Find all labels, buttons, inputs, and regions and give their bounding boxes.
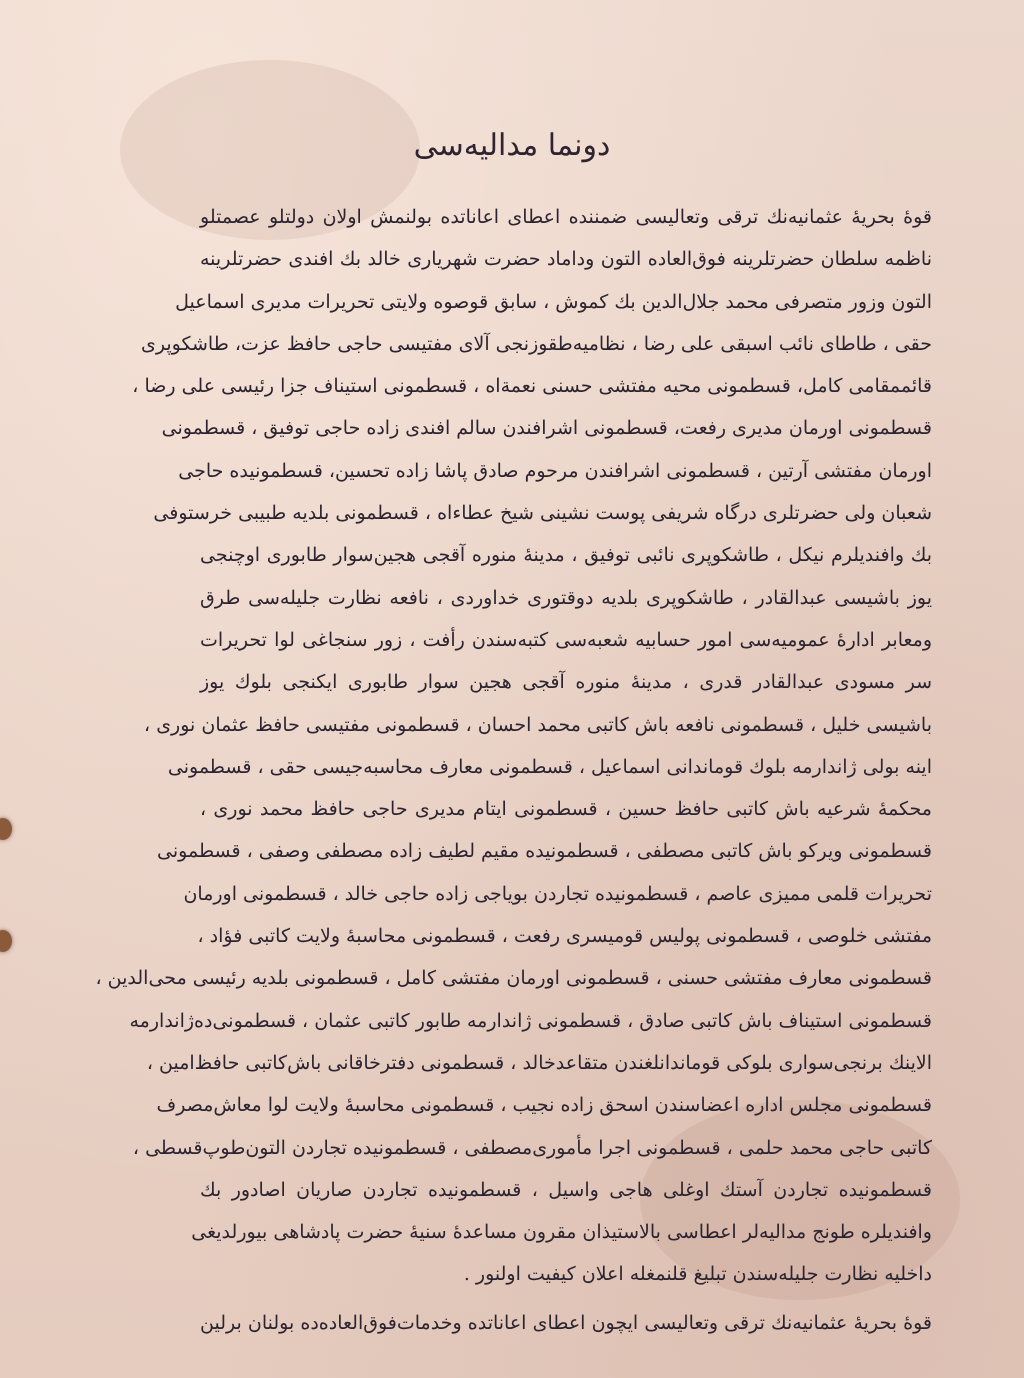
body-line: ناظمه سلطان حضرتلرینه فوق‌العاده التون وداماد حضرت شهریاری خالد بك افندی حضرتلرینه [200, 248, 932, 271]
body-line: كاتبی حاجی محمد حلمی ، قسطمونی اجرا مأموری‌مصطفی ، قسطمونیده تجاردن التون‌طوپ‌قسطی ، [132, 1136, 932, 1159]
body-line: اینه بولی ژاندارمه بلوك قوماندانی اسماعیل ، قسطمونی معارف محاسبه‌جیسی حقی ، قسطمونی [167, 755, 932, 778]
body-line: الاینك برنجی‌سواری بلوكی قوماندانلغندن متقاعد‌خالد ، قسطمونی دفترخاقانی باش‌كاتبی حافظ‌امین ، [146, 1051, 932, 1074]
document-body [95, 196, 932, 1344]
body-line: قسطمونیده تجاردن آستك اوغلی هاجی واسیل ، قسطمونیده تجاردن صاریان اصادور بك [200, 1178, 932, 1201]
body-line: ومعابر ادارهٔ عمومیه‌سی امور حسابیه شعبه‌سی كتبه‌سندن رأفت ، زور سنجاغی لوا تحریرات [200, 628, 932, 651]
body-line: بك وافندیلرم نیكل ، طاشكوپری نائبی توفیق ، مدینهٔ منوره آقجی هجین‌سوار طابوری اوچنجی [200, 544, 932, 567]
body-line: اورمان مفتشی آرتین ، قسطمونی اشرافندن مرحوم صادق پاشا زاده تحسین، قسطمونیده حاجی [178, 459, 932, 482]
body-line: قوهٔ بحریهٔ عثمانیه‌نك ترقی وتعالیسی ضمننده اعطای اعاناتده بولنمش اولان دولتلو عصمتلو [200, 206, 932, 228]
body-line: التون وزور متصرفی محمد جلال‌الدین بك كموش ، سابق قوصوه ولایتی تحریرات مدیری اسماعیل [175, 290, 932, 313]
body-line: وافندیلره طونج مدالیه‌لر اعطاسی بالاستیذان مقرون مساعدهٔ سنیهٔ حضرت پادشاهی بیورلدیغی [191, 1221, 932, 1244]
body-line: قسطمونی اورمان مدیری رفعت، قسطمونی اشرافندن سالم افندی زاده حاجی توفیق ، قسطمونی [161, 417, 932, 440]
body-line: قسطمونی معارف مفتشی حسنی ، قسطمونی اورمان مفتشی كامل ، قسطمونی بلدیه رئیسی محی‌الدین ، [95, 967, 932, 990]
punch-hole [0, 930, 12, 952]
body-line: تحریرات قلمی ممیزی عاصم ، قسطمونیده تجاردن بویاجی زاده حاجی خالد ، قسطمونی اورمان [183, 882, 932, 905]
punch-hole [0, 818, 12, 840]
body-line: قسطمونی استیناف باش كاتبی صادق ، قسطمونی ژاندارمه طابور كاتبی عثمان ، قسطمونی‌ده‌ژاندارمه [129, 1009, 932, 1032]
body-line-final: داخلیه نظارت جلیله‌سندن تبلیغ قلنمغله اعلان كیفیت اولنور . [463, 1263, 932, 1286]
body-line: یوز باشیسی عبدالقادر ، طاشكوپری بلدیه دوقتوری خداوردی ، نافعه نظارت جلیله‌سی طرق [200, 586, 932, 609]
body-line: محكمهٔ شرعیه باش كاتبی حافظ حسین ، قسطمونی ایتام مدیری حاجی حافظ محمد نوری ، [200, 798, 932, 821]
body-line: مفتشی خلوصی ، قسطمونی پولیس قومیسری رفعت ، قسطمونی محاسبهٔ ولایت كاتبی فؤاد ، [197, 925, 932, 948]
body-line: شعبان ولی حضرتلری درگاه شریفی پوست نشینی شیخ عطاءاه ، قسطمونی بلدیه طبیبی خرستوفی [153, 502, 932, 525]
body-line: قائممقامی كامل، قسطمونی محیه مفتشی حسنی نعمة‌اه ، قسطمونی استیناف جزا رئیسی علی رضا ، [132, 375, 932, 398]
body-line: قسطمونی مجلس اداره اعضاسندن اسحق زاده نجیب ، قسطمونی محاسبهٔ ولایت لوا معاش‌مصرف [156, 1094, 932, 1117]
body-line: سر مسودی عبدالقادر قدری ، مدینهٔ منوره آقجی هجین سوار طابوری ایكنجی بلوك یوز [200, 671, 932, 694]
next-paragraph-line: قوهٔ بحریهٔ عثمانیه‌نك ترقی وتعالیسی ایچون اعطای اعاناتده وخدمات‌فوق‌العاده‌ده بولنان برلین [200, 1311, 932, 1334]
body-line: حقی ، طاطای نائب اسبقی علی رضا ، نظامیه‌طقوزنجی آلای مفتیسی حاجی حافظ عزت، طاشكوپری [141, 332, 932, 355]
body-line: قسطمونی ویركو باش كاتبی مصطفی ، قسطمونیده مقیم لطیف زاده مصطفی وصفی ، قسطمونی [157, 840, 932, 863]
body-line: باشیسی خلیل ، قسطمونی نافعه باش كاتبی محمد احسان ، قسطمونی مفتیسی حافظ عثمان نوری ، [144, 713, 932, 736]
document-title: دونما مدالیه‌سی [413, 128, 611, 163]
